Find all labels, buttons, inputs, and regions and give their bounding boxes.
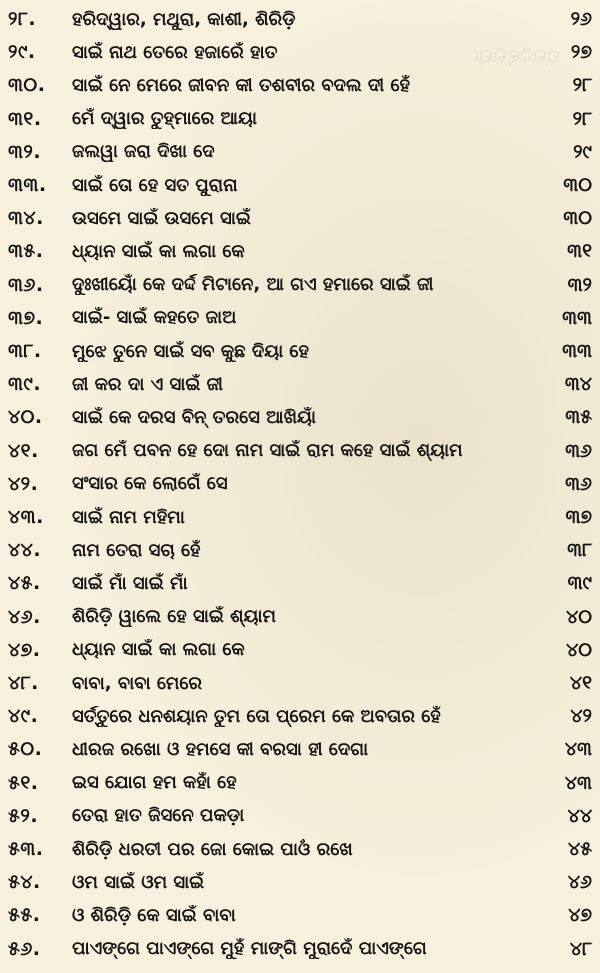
- entry-number: ୩୦.: [8, 74, 46, 97]
- entry-number: ୩୪.: [8, 207, 44, 230]
- entry-number: ୪୨.: [8, 472, 39, 495]
- entry-number: ୨୮.: [8, 8, 37, 30]
- entry-number: ୫୦.: [8, 738, 43, 761]
- entry-number: ୫୬.: [8, 937, 41, 960]
- entry-number: ୩୧.: [8, 107, 42, 130]
- entry-page-number: ୩୬: [565, 439, 592, 462]
- toc-row: [0, 2, 600, 36]
- entry-number: ୨୯.: [8, 41, 36, 64]
- entry-page-number: ୩୧: [567, 240, 592, 263]
- entry-title: ଜଗ ମେଁ ପବନ ହେ ଦୋ ନାମ ସାଇଁ ରାମ କହେ ସାଇଁ ଶ୍ୟାମ: [72, 440, 463, 462]
- entry-number: ୪୫.: [8, 572, 41, 595]
- entry-page-number: ୨୮: [572, 74, 592, 97]
- entry-number: ୩୨.: [8, 140, 42, 163]
- toc-row: [0, 932, 600, 966]
- entry-page-number: ୩୯: [567, 572, 592, 595]
- entry-page-number: ୪୨: [570, 705, 592, 728]
- entry-page-number: ୩୭: [565, 506, 592, 528]
- entry-number: ୪୯.: [8, 705, 39, 728]
- entry-page-number: ୨୬: [570, 8, 592, 30]
- entry-page-number: ୪୬: [567, 871, 592, 894]
- entry-page-number: ୪୫: [567, 838, 592, 860]
- entry-title: ସାଇଁ ନାଥ ତେରେ ହଜାରେଁ ହାତ: [72, 41, 278, 63]
- entry-number: ୩୬.: [8, 273, 44, 296]
- toc-row: [0, 301, 600, 335]
- toc-row: [0, 666, 600, 700]
- entry-title: ଜୀ କର ଦା ଏ ସାଇଁ ଜୀ: [72, 373, 223, 395]
- entry-number: ୪୪.: [8, 539, 42, 562]
- entry-title: ସାଇଁ ନେ ମେରେ ଜୀବନ କୀ ତଶବୀର ବଦଲ ଦୀ ହେଁ: [72, 74, 410, 96]
- toc-row: [0, 367, 600, 401]
- entry-page-number: ୪୮: [569, 937, 592, 960]
- entry-title: ବାବା, ବାବା ମେରେ: [72, 672, 203, 694]
- entry-page-number: ୩୬: [565, 472, 592, 495]
- entry-number: ୫୨.: [8, 804, 39, 827]
- entry-number: ୫୪.: [8, 871, 41, 894]
- entry-title: ସାଇଁ- ସାଇଁ କହତେ ଜାଅ: [72, 307, 237, 329]
- toc-row: [0, 35, 600, 69]
- entry-number: ୩୫.: [8, 240, 44, 263]
- toc-row: [0, 102, 600, 136]
- entry-page-number: ୪୩: [564, 771, 592, 794]
- entry-title: ସାଇଁ ତୋ ହେ ସତ ପୁରାନା: [72, 174, 238, 196]
- entry-number: ୩୯.: [8, 373, 42, 396]
- toc-row: [0, 832, 600, 866]
- entry-title: ଧ୍ୟାନ ସାଇଁ କା ଲଗା କେ: [72, 639, 245, 661]
- entry-title: ଓମ ସାଇଁ ଓମ ସାଇଁ: [72, 871, 205, 893]
- toc-row: [0, 766, 600, 800]
- entry-page-number: ୪୩: [564, 738, 592, 761]
- entry-number: ୪୬.: [8, 605, 41, 628]
- entry-page-number: ୩୮: [567, 539, 592, 562]
- toc-row: [0, 234, 600, 268]
- entry-page-number: ୨୮: [572, 107, 592, 130]
- entry-number: ୪୩.: [8, 506, 44, 528]
- entry-page-number: ୩୦: [563, 207, 592, 230]
- entry-page-number: ୪୭: [568, 904, 592, 927]
- entry-title: ଉସମେ ସାଇଁ ଉସମେ ସାଇଁ: [72, 207, 251, 229]
- entry-number: ୪୦.: [8, 406, 43, 429]
- entry-title: ହରିଦ୍ୱାର, ମଥୁରା, କାଶୀ, ଶିରିଡ଼ି: [72, 8, 296, 30]
- entry-page-number: ୪୧: [569, 672, 592, 694]
- toc-row: [0, 168, 600, 202]
- toc-row: [0, 699, 600, 733]
- toc-row: [0, 500, 600, 534]
- entry-page-number: ୪୦: [566, 605, 592, 628]
- toc-row: [0, 135, 600, 169]
- entry-page-number: ୪୦: [566, 638, 592, 661]
- entry-title: ଓ ଶିରିଡ଼ି କେ ସାଇଁ ବାବା: [72, 904, 236, 926]
- toc-row: [0, 68, 600, 102]
- toc-row: [0, 334, 600, 368]
- entry-title: ଧୀରଜ ରଖୋ ଓ ହମସେ କୀ ବରସା ହୀ ଦେଗା: [72, 738, 369, 760]
- entry-page-number: ୩୩: [562, 340, 592, 362]
- entry-title: ଦୁଃଖୀୟୋଁ କେ ଦର୍ଦ୍ଦ ମିଟାନେ, ଆ ଗଏ ହମାରେ ସାଇଁ ଜୀ: [72, 274, 434, 296]
- entry-title: ତେରା ହାତ ଜିସନେ ପକଡ଼ା: [72, 805, 245, 827]
- entry-title: ଧ୍ୟାନ ସାଇଁ କା ଲଗା କେ: [72, 240, 245, 262]
- toc-row: [0, 201, 600, 235]
- toc-row: [0, 600, 600, 634]
- entry-title: ସାଇଁ କେ ଦରସ ବିନ୍ ତରସେ ଆଖିୟାଁ: [72, 406, 316, 428]
- entry-title: ସାଇଁ ନାମ ମହିମା: [72, 506, 185, 528]
- entry-title: ସଂସାର କେ ଲୋଗେଁ ସେ: [72, 473, 228, 495]
- entry-title: ମେଁ ଦ୍ୱାର ତୁହ୍ମାରେ ଆୟା: [72, 108, 257, 130]
- entry-title: ଶିରିଡ଼ି ଧରତୀ ପର ଜୋ କୋଇ ପାଓଁ ରଖେ: [72, 838, 353, 860]
- entry-page-number: ୩୪: [564, 373, 592, 396]
- toc-row: [0, 434, 600, 468]
- entry-title: ଇସ ଯୋଗ ହମ କହାଁ ହେ: [72, 772, 237, 794]
- entry-number: ୪୧.: [8, 439, 39, 462]
- toc-row: [0, 633, 600, 667]
- entry-title: ମୁଝେ ତୁନେ ସାଇଁ ସବ କୁଛ ଦିୟା ହେ: [72, 340, 309, 362]
- entry-number: ୫୩.: [8, 838, 44, 860]
- entry-number: ୪୭.: [8, 638, 41, 661]
- entry-number: ୩୩.: [8, 174, 47, 196]
- toc-row: [0, 865, 600, 899]
- toc-row: [0, 898, 600, 932]
- entry-number: ୩୮.: [8, 340, 42, 362]
- toc-row: [0, 533, 600, 567]
- toc-row: [0, 268, 600, 302]
- toc-row: [0, 400, 600, 434]
- entry-page-number: ୪୪: [567, 804, 592, 827]
- entry-title: ପାଏଙ୍ଗେ ପାଏଙ୍ଗେ ମୁହଁ ମାଙ୍ଗି ମୁରାଦେଁ ପାଏଙ୍ଗେ: [72, 938, 427, 960]
- entry-title: ସାଇଁ ମାଁ ସାଇଁ ମାଁ: [72, 572, 188, 594]
- toc-row: [0, 732, 600, 766]
- bleed-through-text: ପ୍ରତିକ୍ରିୟା: [474, 46, 560, 67]
- entry-page-number: ୩୦: [563, 174, 592, 196]
- entry-number: ୫୧.: [8, 771, 39, 794]
- entry-title: ସର୍ତ୍ତୁରେ ଧନଶୟାନ ତୁମ ତୋ ପ୍ରେମ କେ ଅବତାର ହେଁ: [72, 705, 441, 727]
- entry-number: ୫୫.: [8, 904, 41, 927]
- entry-number: ୪୮.: [8, 672, 39, 694]
- entry-page-number: ୩୩: [562, 306, 592, 329]
- entry-page-number: ୨୯: [573, 140, 592, 163]
- toc-row: [0, 799, 600, 833]
- entry-page-number: ୨୭: [570, 41, 592, 64]
- entry-title: ନାମ ତେରା ସଚା ହେଁ: [72, 539, 201, 561]
- entry-page-number: ୩୫: [565, 406, 592, 429]
- toc-row: [0, 467, 600, 501]
- toc-row: [0, 566, 600, 600]
- entry-page-number: ୩୨: [567, 273, 592, 296]
- entry-title: ଶିରିଡ଼ି ୱାଲେ ହେ ସାଇଁ ଶ୍ୟାମ: [72, 606, 276, 628]
- entry-number: ୩୭.: [8, 306, 44, 329]
- entry-title: ଜଲୱା ଜରା ଦିଖା ଦେ: [72, 141, 215, 163]
